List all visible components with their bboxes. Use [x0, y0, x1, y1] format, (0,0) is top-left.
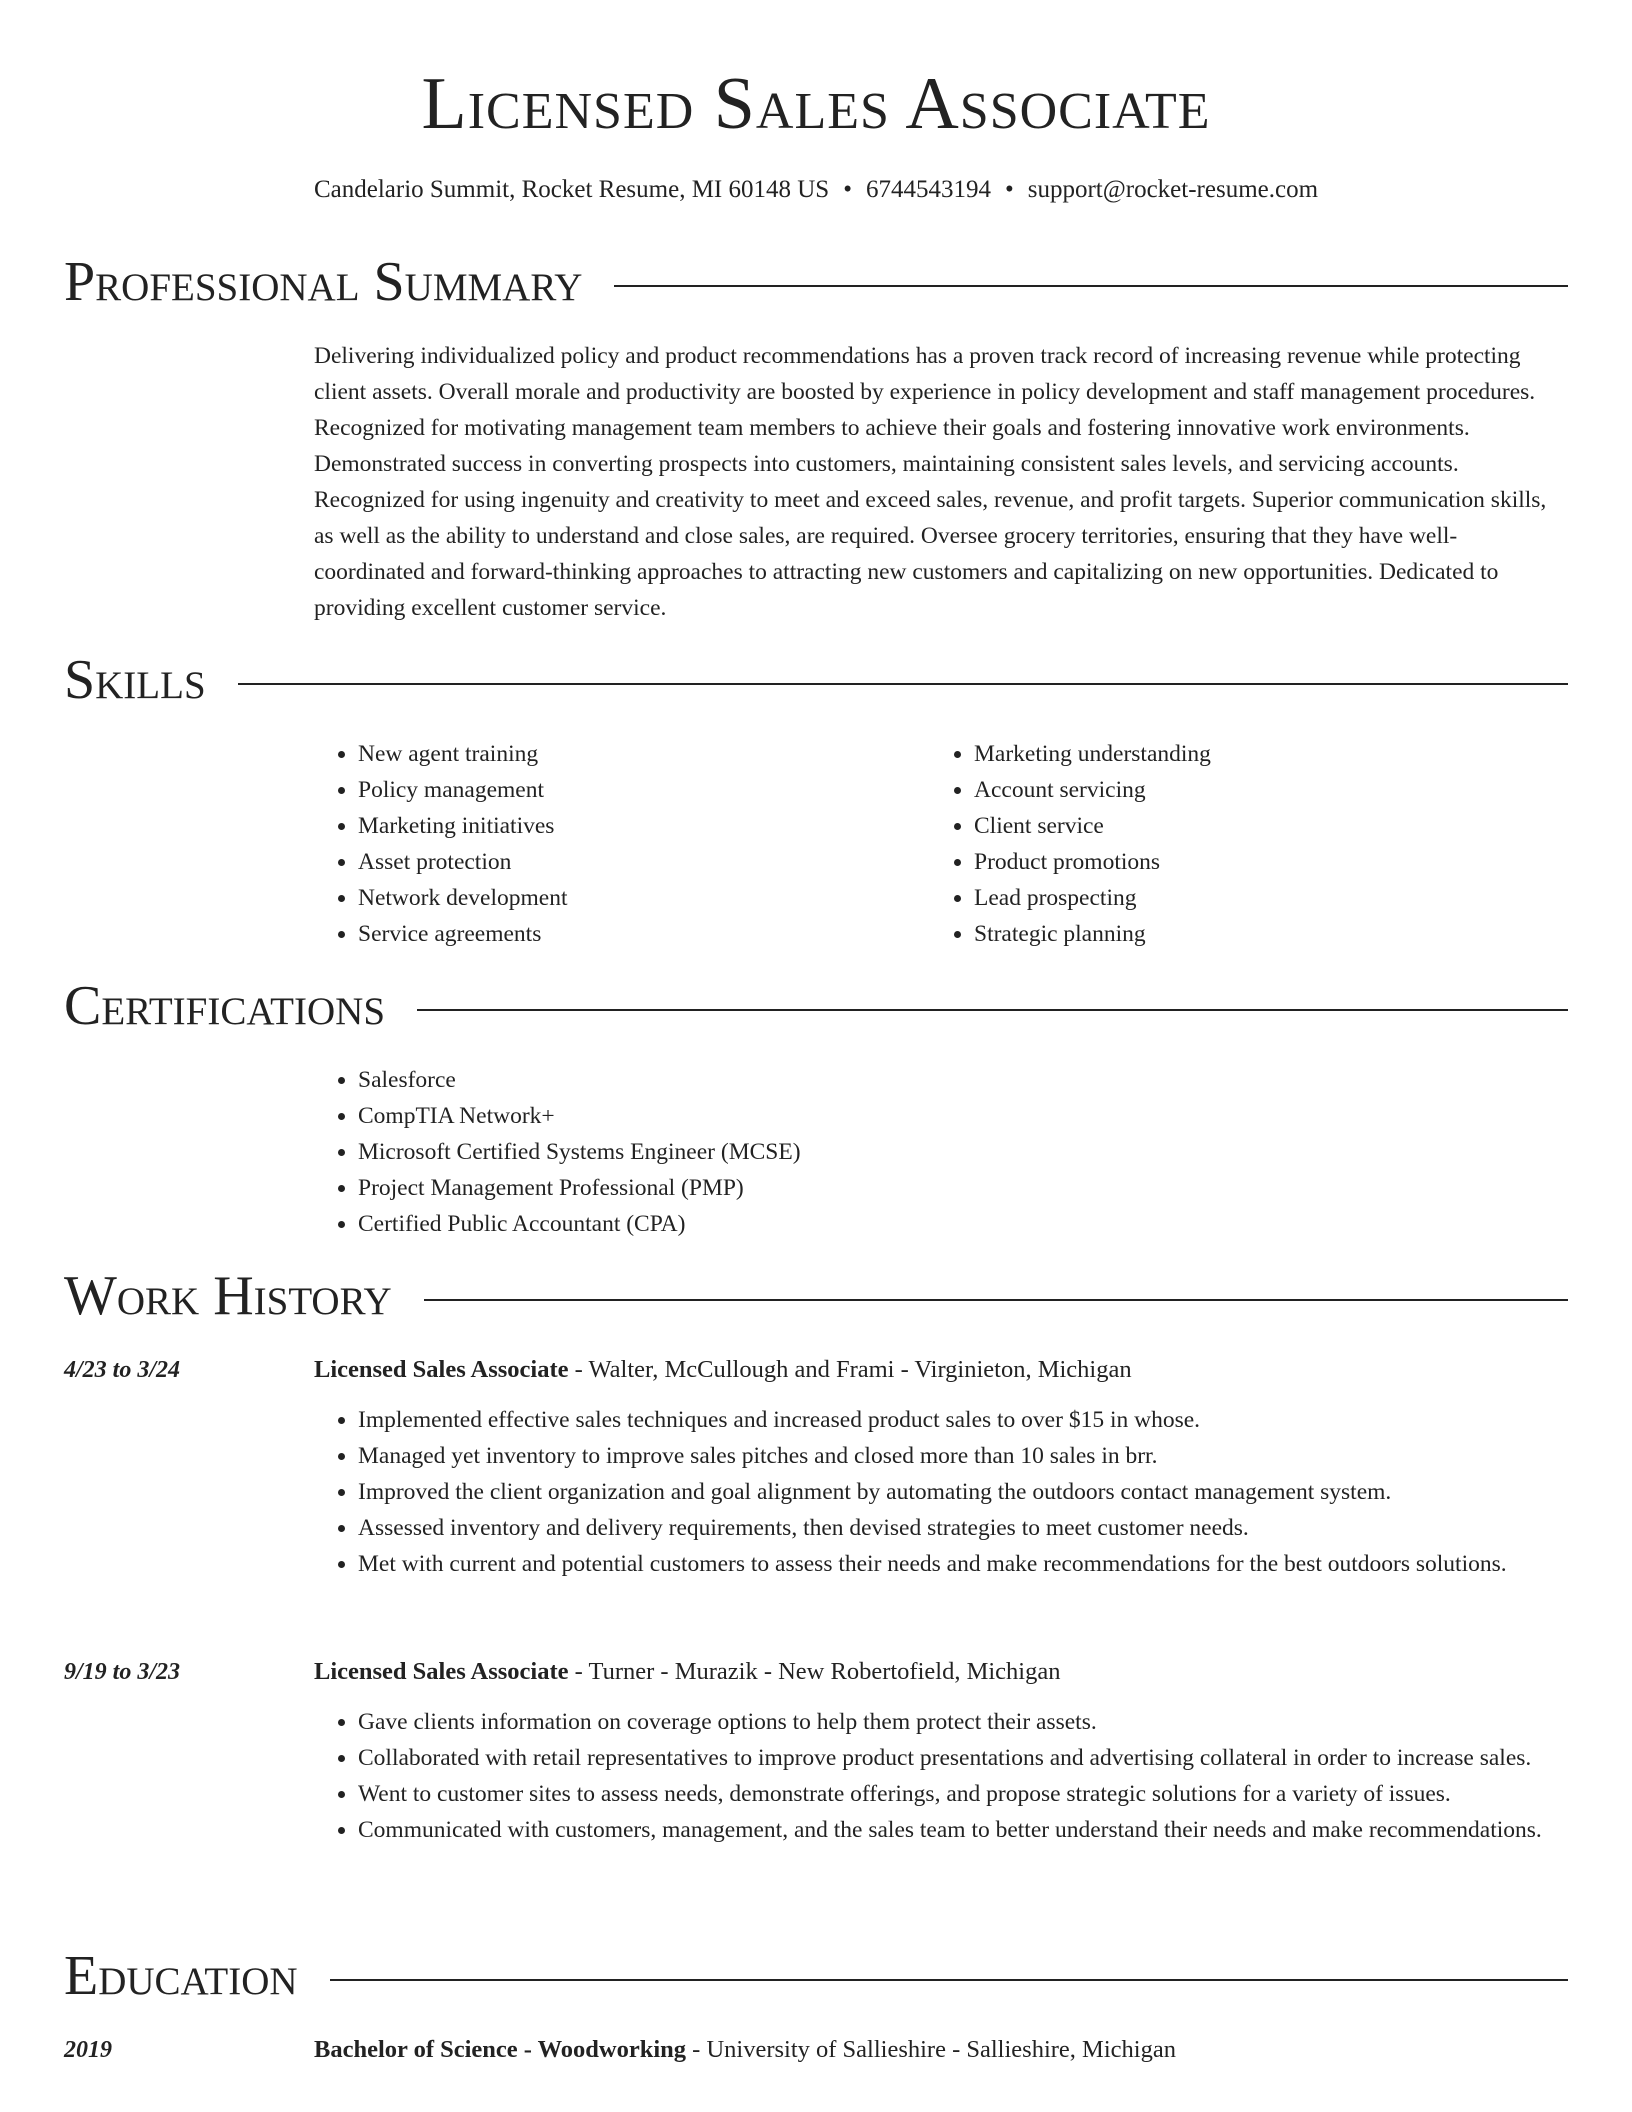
skills-title: Skills: [64, 649, 206, 711]
education-year: 2019: [64, 2037, 112, 2063]
work-title: Work History: [64, 1265, 392, 1327]
job-entry: [64, 1352, 1568, 1582]
job-heading: [314, 1654, 1060, 1690]
skill-item: • Policy management: [358, 772, 930, 808]
skills-section-header: [64, 648, 1568, 712]
job-bullet: • Gave clients information on coverage options to help them protect their assets.: [358, 1704, 1568, 1740]
certification-item: • Project Management Professional (PMP): [358, 1170, 1568, 1206]
certifications-section-header: [64, 974, 1568, 1038]
skill-item: • Lead prospecting: [974, 880, 1546, 916]
education-section-header: [64, 1944, 1568, 2008]
job-bullet: • Managed yet inventory to improve sales pitches and closed more than 10 sales in brr.: [358, 1438, 1568, 1474]
contact-separator: •: [843, 176, 852, 203]
section-divider: [614, 285, 1568, 287]
certification-item: • Salesforce: [358, 1062, 1568, 1098]
job-dates: 9/19 to 3/23: [64, 1659, 181, 1685]
certification-item: • Certified Public Accountant (CPA): [358, 1206, 1568, 1242]
skills-list: [314, 736, 1568, 952]
job-title: Licensed Sales Associate: [314, 1356, 569, 1383]
skill-item: • Asset protection: [358, 844, 930, 880]
certifications-list: [314, 1062, 1568, 1242]
certifications-title: Certifications: [64, 975, 386, 1037]
contact-separator: •: [1004, 176, 1014, 203]
section-divider: [417, 1009, 1568, 1011]
education-title: Education: [64, 1945, 298, 2007]
certification-item: • Microsoft Certified Systems Engineer (MCSE): [358, 1134, 1568, 1170]
job-bullet: • Communicated with customers, management, and the sales team to better understand their needs and make recommendations.: [358, 1812, 1568, 1848]
section-divider: [238, 683, 1568, 685]
job-entry: [64, 1654, 1568, 1848]
education-heading: [314, 2032, 1176, 2068]
job-bullet: • Assessed inventory and delivery requirements, then devised strategies to meet customer needs.: [358, 1510, 1568, 1546]
contact-email: support@rocket-resume.com: [1027, 176, 1319, 203]
job-details: - Turner - Murazik - New Robertofield, Michigan: [568, 1658, 1061, 1685]
job-title: Licensed Sales Associate: [314, 1658, 569, 1685]
skill-item: • Network development: [358, 880, 930, 916]
skill-item: • Service agreements: [358, 916, 930, 952]
skills-column-left: [314, 736, 930, 952]
skill-item: • New agent training: [358, 736, 930, 772]
job-details: - Walter, McCullough and Frami - Virginieton, Michigan: [568, 1356, 1132, 1383]
skills-column-right: [930, 736, 1546, 952]
contact-phone: 6744543194: [865, 176, 991, 203]
job-bullet: • Collaborated with retail representatives to improve product presentations and advertising collateral in order to increase sales.: [358, 1740, 1568, 1776]
job-bullet: • Went to customer sites to assess needs, demonstrate offerings, and propose strategic solutions for a variety of issues.: [358, 1776, 1568, 1812]
work-section-header: [64, 1264, 1568, 1328]
certification-item: • CompTIA Network+: [358, 1098, 1568, 1134]
skill-item: • Account servicing: [974, 772, 1546, 808]
resume-name: Licensed Sales Associate: [421, 63, 1211, 145]
job-bullet: • Improved the client organization and goal alignment by automating the outdoors contact management system.: [358, 1474, 1568, 1510]
summary-text: Delivering individualized policy and product recommendations has a proven track record of increasing revenue while protecting client assets. Overall morale and productivity are boosted by experience in policy development and staff management procedures. Recognized for motivating management team members to achieve their goals and fostering innovative work environments. Demonstrated success in converting prospects into customers, maintaining consistent sales levels, and servicing accounts. Recognized for using ingenuity and creativity to meet and exceed sales, revenue, and profit targets. Superior communication skills, as well as the ability to understand and close sales, are required. Oversee grocery territories, ensuring that they have well-coordinated and forward-thinking approaches to attracting new customers and capitalizing on new opportunities. Dedicated to providing excellent customer service.: [314, 343, 1547, 621]
job-bullet: • Met with current and potential customers to assess their needs and make recommendations for the best outdoors solutions.: [358, 1546, 1568, 1582]
education-details: - University of Sallieshire - Sallieshire, Michigan: [686, 2036, 1176, 2063]
summary-title: Professional Summary: [64, 251, 583, 313]
contact-line: [0, 174, 1632, 206]
skill-item: • Marketing initiatives: [358, 808, 930, 844]
education-degree: Bachelor of Science - Woodworking: [314, 2036, 687, 2063]
skill-item: • Client service: [974, 808, 1546, 844]
skill-item: • Strategic planning: [974, 916, 1546, 952]
job-bullet: • Implemented effective sales techniques and increased product sales to over $15 in whose.: [358, 1402, 1568, 1438]
summary-section-header: [64, 250, 1568, 314]
job-dates: 4/23 to 3/24: [64, 1357, 181, 1383]
section-divider: [424, 1299, 1568, 1301]
job-heading: [314, 1352, 1132, 1388]
education-entry: [64, 2032, 1568, 2068]
skill-item: • Product promotions: [974, 844, 1546, 880]
section-divider: [330, 1979, 1568, 1981]
skill-item: • Marketing understanding: [974, 736, 1546, 772]
contact-address: Candelario Summit, Rocket Resume, MI 60148 US: [313, 176, 830, 203]
